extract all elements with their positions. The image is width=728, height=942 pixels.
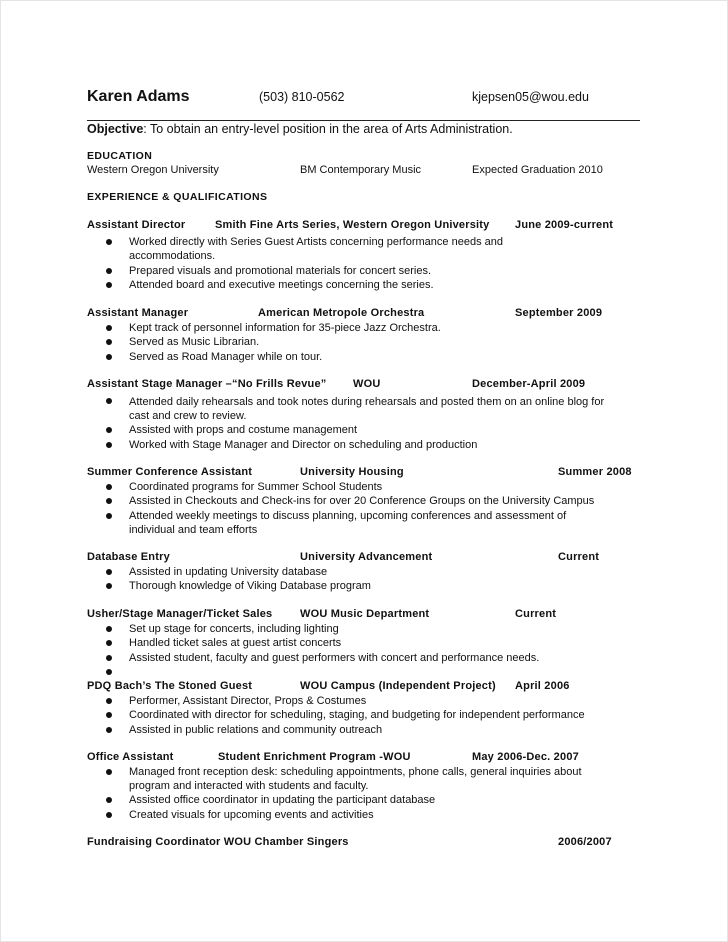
job-date: May 2006-Dec. 2007 [472,751,579,763]
job-organization: University Advancement [300,551,433,563]
objective-line [87,122,513,136]
bullet-icon [106,812,112,818]
job-bullet-text: Kept track of personnel information for 35-piece Jazz Orchestra. [129,322,441,334]
job-title: Database Entry [87,551,170,563]
job-bullet-text: Assisted office coordinator in updating the participant database [129,794,436,806]
bullet-icon [106,282,112,288]
experience-heading: EXPERIENCE & QUALIFICATIONS [87,191,268,203]
bullet-icon [106,398,112,404]
job-bullet-text: individual and team efforts [129,524,258,536]
job-bullet-text: Assisted in Checkouts and Check-ins for over 20 Conference Groups on the University Campus [129,495,595,507]
job-date: Current [558,551,600,563]
bullet-icon [106,698,112,704]
job-date: September 2009 [515,307,603,319]
job-organization: Smith Fine Arts Series, Western Oregon University [215,219,490,231]
job-title: Assistant Stage Manager –“No Frills Revue” [87,378,327,390]
job-bullet-text: Created visuals for upcoming events and activities [129,809,374,821]
job-bullet-text: program and interacted with students and faculty. [129,780,369,792]
job-date: April 2006 [515,680,570,692]
job-title: Office Assistant [87,751,174,763]
bullet-icon [106,712,112,718]
job-bullet-text: Coordinated with director for scheduling, staging, and budgeting for independent performance [129,709,585,721]
bullet-icon [106,498,112,504]
candidate-name: Karen Adams [87,88,190,105]
bullet-icon [106,797,112,803]
bullet-icon [106,727,112,733]
job-bullet-text: Attended board and executive meetings concerning the series. [129,279,434,291]
bullet-icon [106,569,112,575]
job-title: Assistant Manager [87,307,189,319]
bullet-icon [106,640,112,646]
phone-number: (503) 810-0562 [259,90,345,104]
job-bullet-text: Handled ticket sales at guest artist concerts [129,637,342,649]
job-title: Assistant Director [87,219,186,231]
job-bullet-text: Worked directly with Series Guest Artists concerning performance needs and [129,236,503,248]
bullet-icon [106,583,112,589]
bullet-icon [106,626,112,632]
job-bullet-text: Managed front reception desk: scheduling appointments, phone calls, general inquiries about [129,766,582,778]
job-bullet-text: Worked with Stage Manager and Director on scheduling and production [129,439,478,451]
job-organization: American Metropole Orchestra [258,307,425,319]
job-date: Current [515,608,557,620]
objective-text: : To obtain an entry-level position in the area of Arts Administration. [143,122,513,136]
bullet-icon [106,769,112,775]
job-bullet-text: Assisted in updating University database [129,566,328,578]
education-heading: EDUCATION [87,150,153,162]
bullet-icon [106,427,112,433]
email-address: kjepsen05@wou.edu [472,90,589,104]
education-degree: BM Contemporary Music [300,164,422,176]
job-bullet-text: Prepared visuals and promotional materials for concert series. [129,265,432,277]
job-bullet-text: Assisted in public relations and community outreach [129,724,383,736]
job-title: Usher/Stage Manager/Ticket Sales [87,608,273,620]
job-bullet-text: Served as Music Librarian. [129,336,260,348]
objective-label: Objective [87,122,144,136]
job-bullet-text: Set up stage for concerts, including lighting [129,623,339,635]
job-title: Summer Conference Assistant [87,466,253,478]
job-bullet-text: Thorough knowledge of Viking Database program [129,580,371,592]
bullet-icon [106,484,112,490]
job-bullet-text: Assisted with props and costume management [129,424,358,436]
bullet-icon [106,239,112,245]
education-school: Western Oregon University [87,164,219,176]
job-bullet-text: cast and crew to review. [129,410,247,422]
job-organization: WOU Music Department [300,608,430,620]
job-bullet-text: Attended weekly meetings to discuss planning, upcoming conferences and assessment of [129,510,567,522]
bullet-icon [106,442,112,448]
job-organization: WOU [353,378,381,390]
job-bullet-text: Assisted student, faculty and guest performers with concert and performance needs. [129,652,540,664]
job-organization: Student Enrichment Program -WOU [218,751,411,763]
job-bullet-text: Performer, Assistant Director, Props & Costumes [129,695,367,707]
bullet-icon [106,354,112,360]
job-organization: University Housing [300,466,404,478]
job-date: December-April 2009 [472,378,586,390]
bullet-icon [106,669,112,675]
bullet-icon [106,513,112,519]
job-bullet-text: Coordinated programs for Summer School Students [129,481,383,493]
job-bullet-text: accommodations. [129,250,216,262]
header-divider [87,120,640,121]
job-title: Fundraising Coordinator WOU Chamber Singers [87,836,349,848]
bullet-icon [106,325,112,331]
job-title: PDQ Bach’s The Stoned Guest [87,680,253,692]
job-organization: WOU Campus (Independent Project) [300,680,496,692]
job-bullet-text: Attended daily rehearsals and took notes during rehearsals and posted them on an online blog for [129,396,605,408]
job-bullet-text: Served as Road Manager while on tour. [129,351,323,363]
job-date: June 2009-current [515,219,614,231]
job-date: 2006/2007 [558,836,612,848]
bullet-icon [106,339,112,345]
job-date: Summer 2008 [558,466,632,478]
education-graduation: Expected Graduation 2010 [472,164,603,176]
bullet-icon [106,655,112,661]
bullet-icon [106,268,112,274]
